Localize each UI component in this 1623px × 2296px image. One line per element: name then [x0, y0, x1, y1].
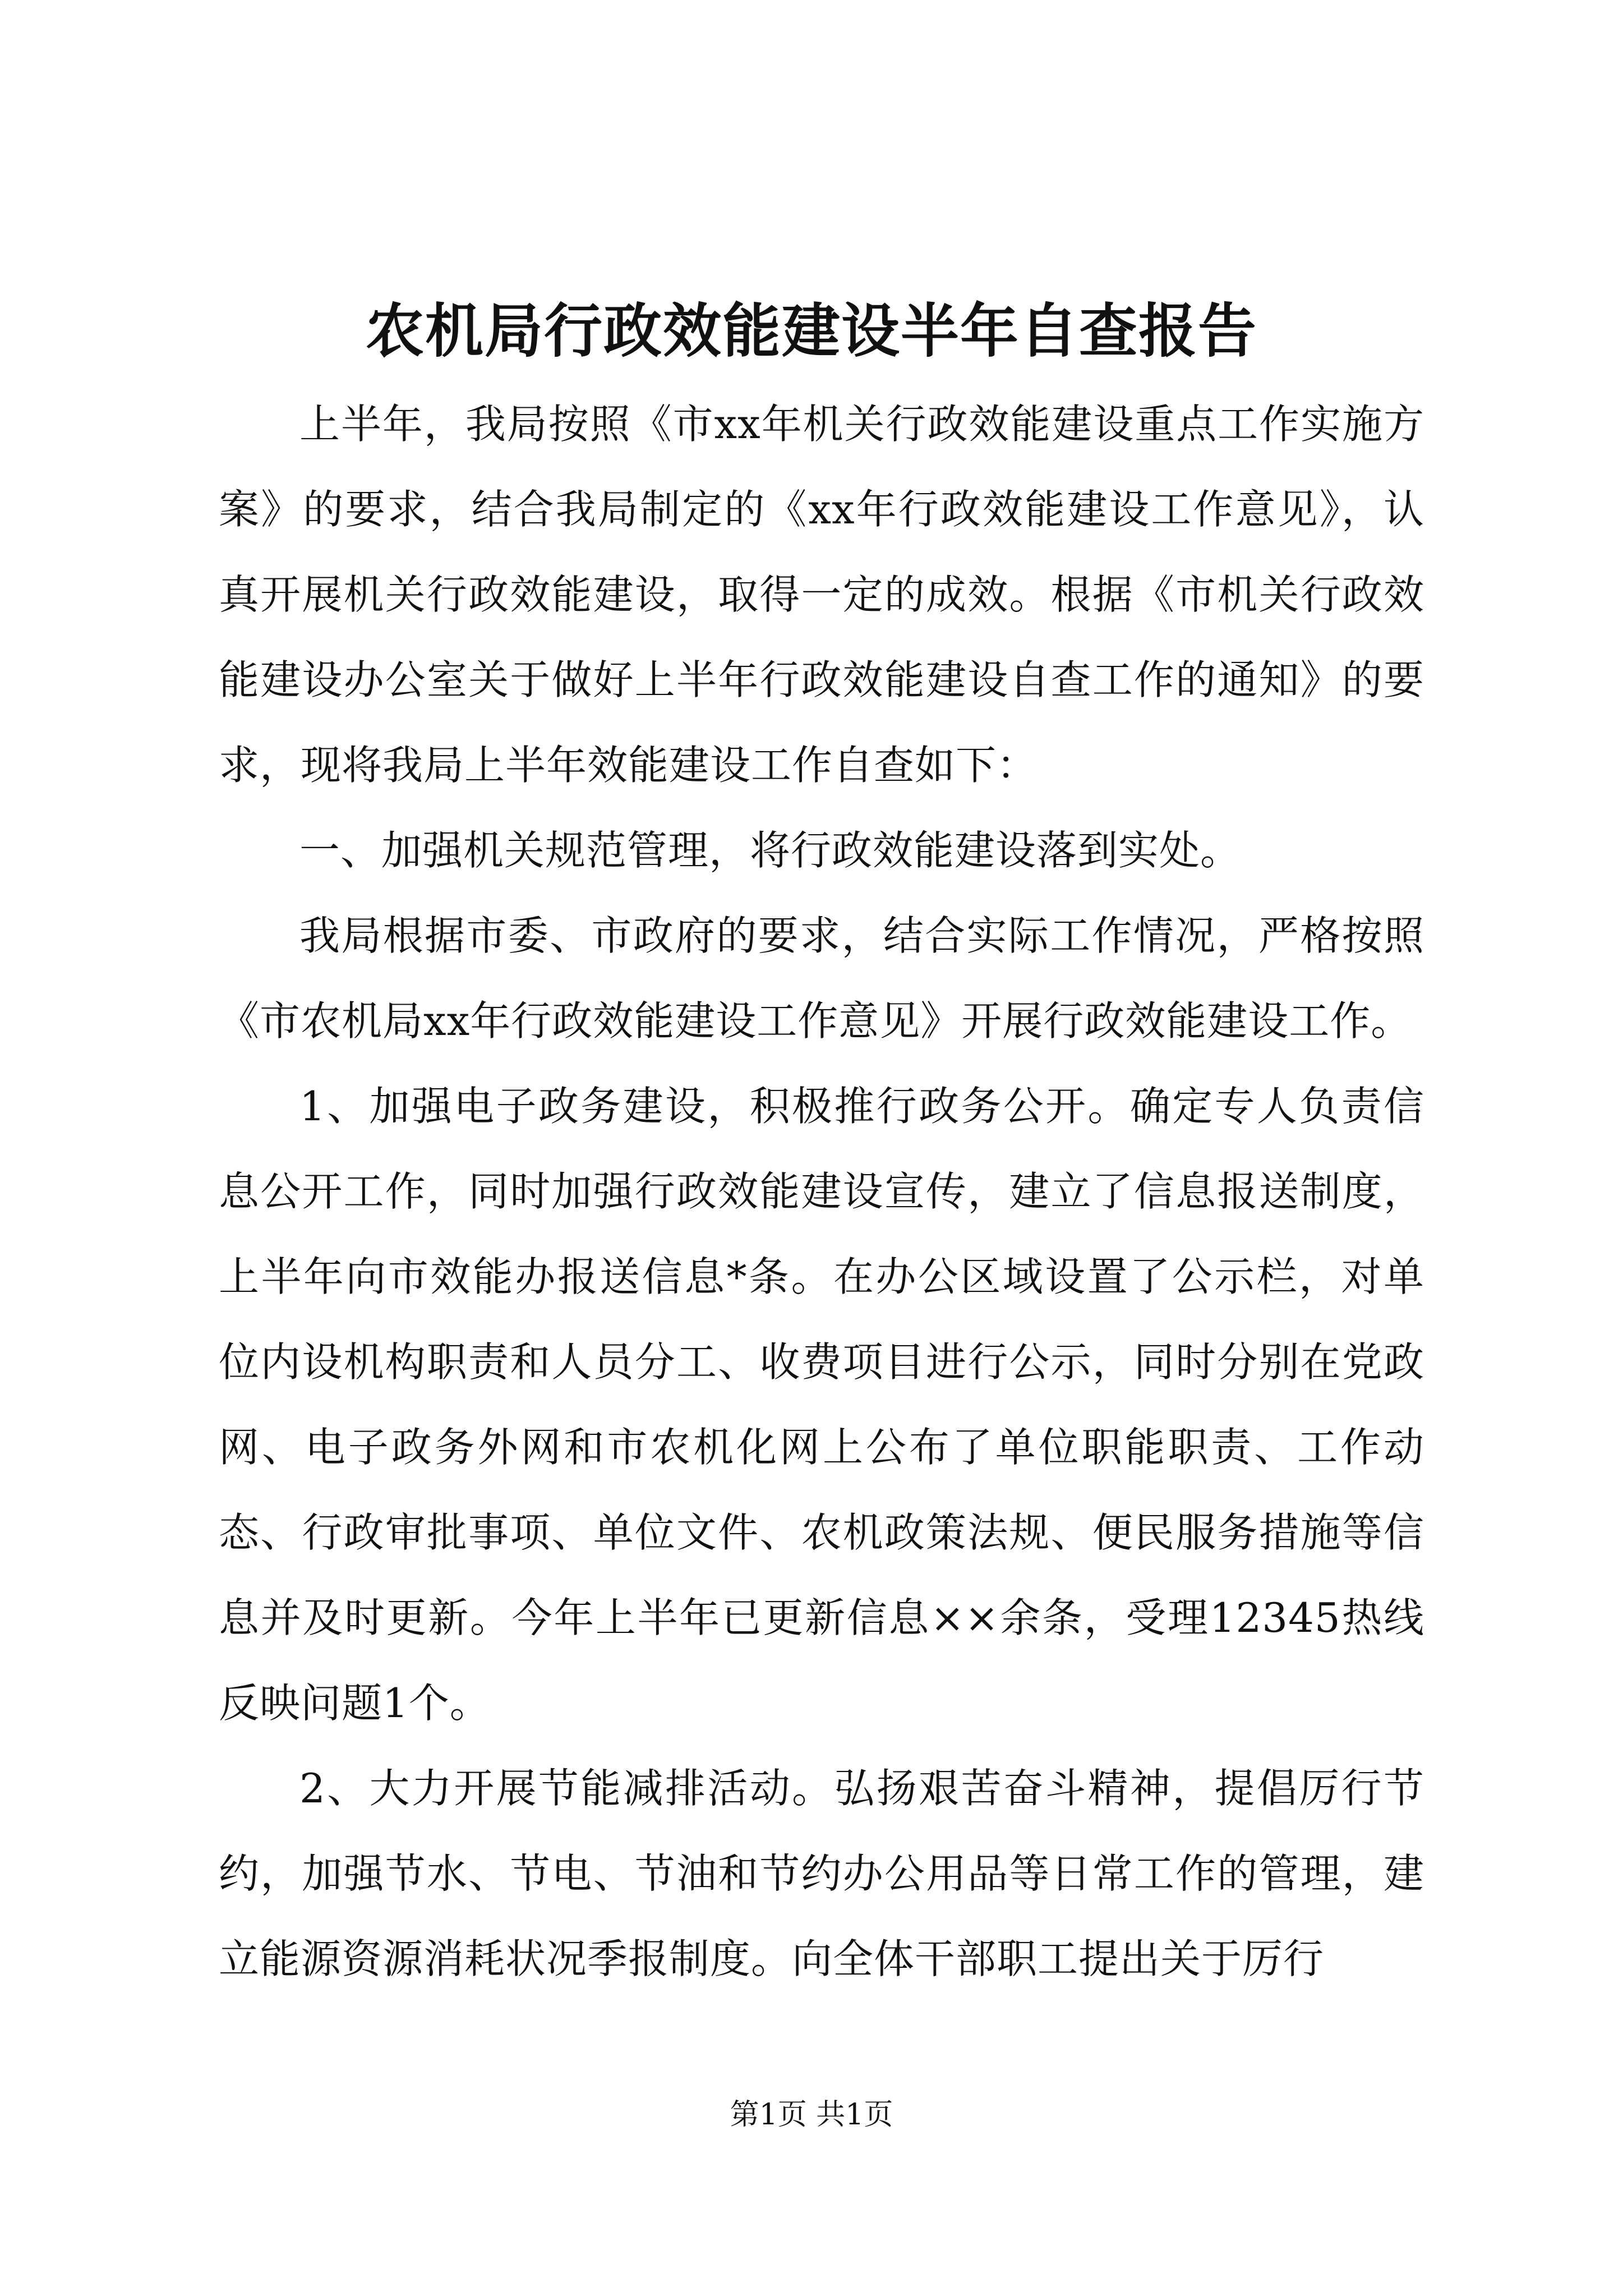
paragraph-section-1: 我局根据市委、市政府的要求，结合实际工作情况，严格按照《市农机局xx年行政效能建设工作意见》开展行政效能建设工作。	[219, 912, 1424, 1045]
document-body	[219, 381, 1424, 2001]
section-heading-1: 一、加强机关规范管理，将行政效能建设落到实处。	[299, 827, 1242, 874]
page-footer: 第1页 共1页	[730, 2098, 893, 2132]
paragraph-item-1: 1、加强电子政务建设，积极推行政务公开。确定专人负责信息公开工作，同时加强行政效能建设宣传，建立了信息报送制度，上半年向市效能办报送信息*条。在办公区域设置了公示栏，对单位内设机构职责和人员分工、收费项目进行公示，同时分别在党政网、电子政务外网和市农机化网上公布了单位职能职责、工作动态、行政审批事项、单位文件、农机政策法规、便民服务措施等信息并及时更新。今年上半年已更新信息××余条，受理12345热线反映问题1个。	[219, 1083, 1424, 1727]
paragraph-intro: 上半年，我局按照《市xx年机关行政效能建设重点工作实施方案》的要求，结合我局制定的《xx年行政效能建设工作意见》，认真开展机关行政效能建设，取得一定的成效。根据《市机关行政效能建设办公室关于做好上半年行政效能建设自查工作的通知》的要求，现将我局上半年效能建设工作自查如下：	[219, 401, 1424, 789]
paragraph-item-2: 2、大力开展节能减排活动。弘扬艰苦奋斗精神，提倡厉行节约，加强节水、节电、节油和节约办公用品等日常工作的管理，建立能源资源消耗状况季报制度。向全体干部职工提出关于厉行	[219, 1765, 1424, 1982]
document-title: 农机局行政效能建设半年自查报告	[365, 296, 1257, 365]
